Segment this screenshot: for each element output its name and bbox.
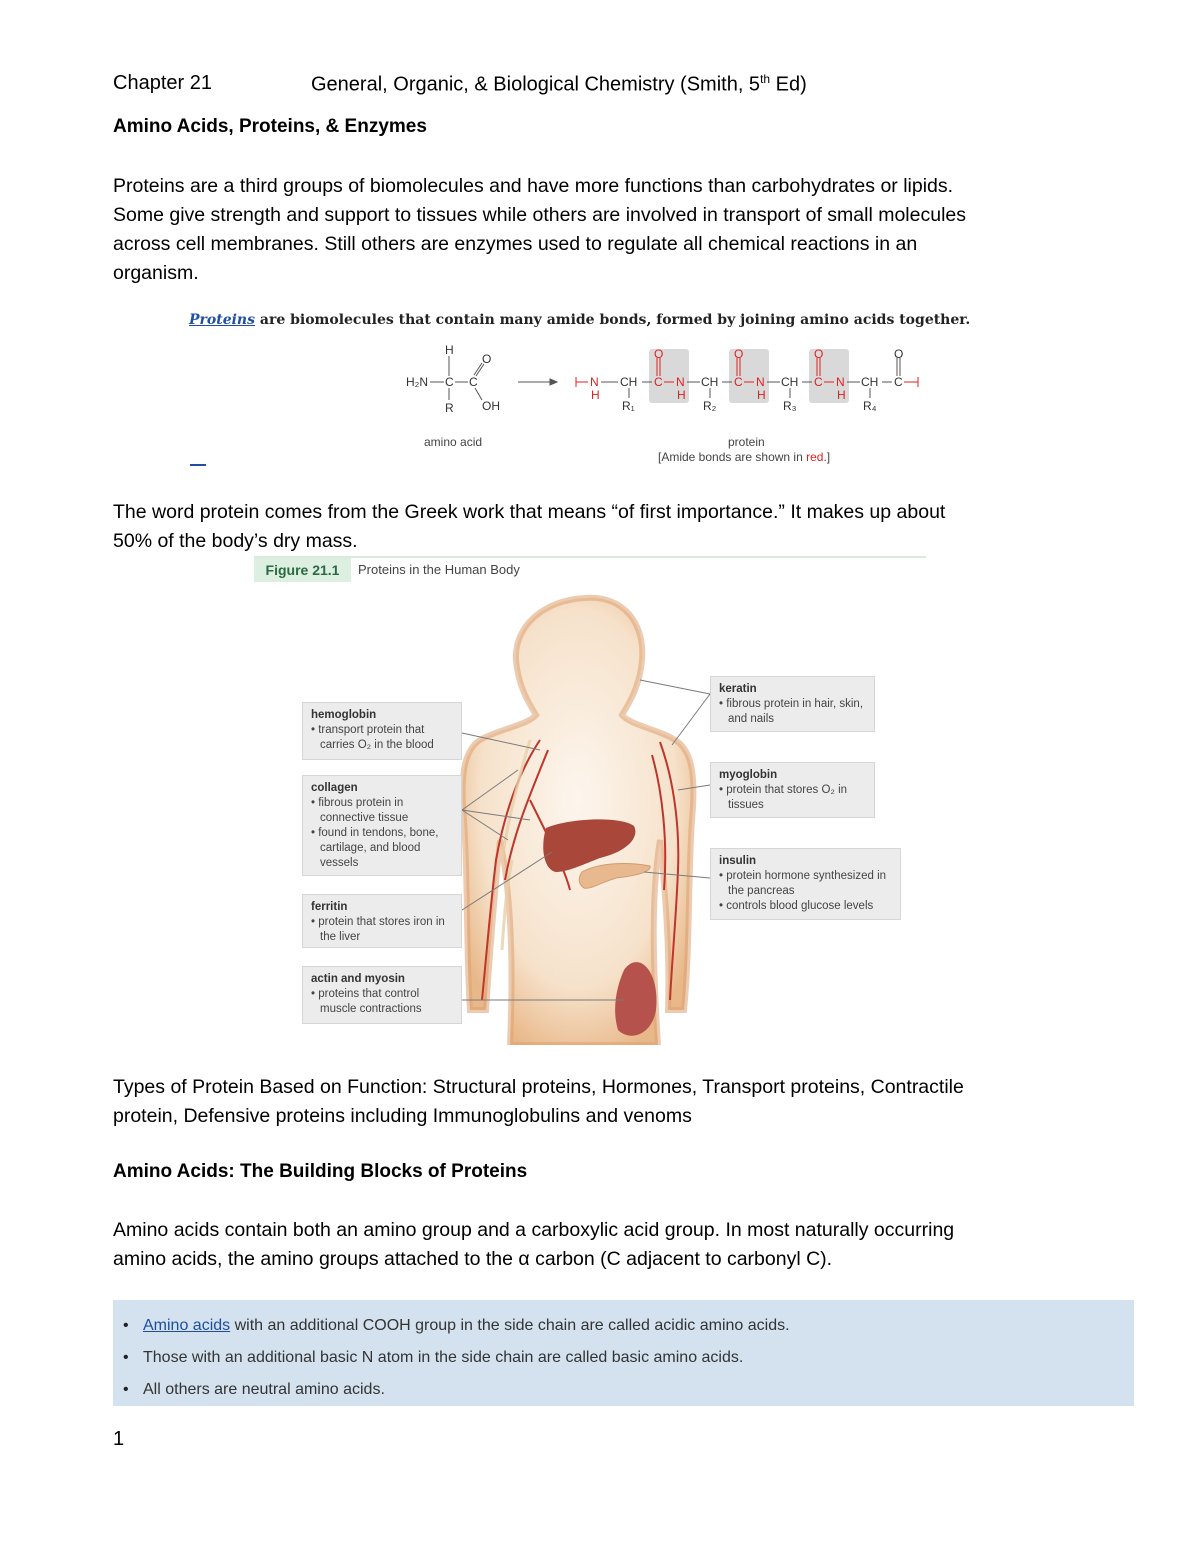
atom-label: R₂: [703, 399, 717, 413]
atom-label: N: [590, 375, 599, 389]
atom-label: O: [734, 347, 744, 361]
list-item: • Amino acids with an additional COOH group in the side chain are called acidic amino acids.: [143, 1310, 1134, 1342]
atom-label: CH: [861, 375, 879, 389]
section-heading-enzymes: Amino Acids, Proteins, & Enzymes: [113, 116, 427, 137]
book-title: General, Organic, & Biological Chemistry (Smith, 5th Ed): [311, 72, 807, 96]
figure-badge: Figure 21.1: [254, 558, 351, 582]
atom-label: CH: [781, 375, 799, 389]
label-myoglobin: myoglobin • protein that stores O₂ in tissues: [710, 762, 875, 818]
list-item: • Those with an additional basic N atom in the side chain are called basic amino acids.: [143, 1342, 1134, 1374]
atom-label: N: [756, 375, 765, 389]
atom-label: H₂N: [406, 375, 428, 389]
atom-label: C: [445, 375, 454, 389]
label-ferritin: ferritin • protein that stores iron in the liver: [302, 894, 462, 948]
atom-label: H: [677, 388, 686, 402]
atom-label: H: [757, 388, 766, 402]
atom-label: C: [894, 375, 903, 389]
atom-label: O: [482, 352, 492, 366]
amide-structure-svg: [400, 345, 940, 420]
atom-label: C: [734, 375, 743, 389]
caption-underline-mark: [190, 464, 206, 466]
amide-figure-caption: Proteins are biomolecules that contain many amide bonds, formed by joining amino acids together.: [189, 312, 971, 328]
atom-label: O: [654, 347, 664, 361]
atom-label: R₄: [863, 399, 877, 413]
atom-label: CH: [701, 375, 719, 389]
amino-acid-label: amino acid: [424, 435, 483, 449]
atom-label: H: [445, 343, 454, 357]
proteins-link[interactable]: Proteins: [189, 312, 255, 328]
amide-note: [Amide bonds are shown in red.]: [658, 450, 831, 464]
page-number: 1: [113, 1428, 125, 1450]
atom-label: R₃: [783, 399, 797, 413]
amino-acid-classification-box: [113, 1300, 1134, 1406]
section-heading-building-blocks: Amino Acids: The Building Blocks of Proteins: [113, 1161, 528, 1182]
label-insulin: insulin • protein hormone synthesized in the pancreas • controls blood glucose levels: [710, 848, 901, 920]
chapter-label: Chapter 21: [113, 72, 212, 94]
atom-label: R₁: [622, 399, 635, 413]
figure-title: Proteins in the Human Body: [358, 562, 520, 577]
atom-label: C: [654, 375, 663, 389]
label-keratin: keratin • fibrous protein in hair, skin, and nails: [710, 676, 875, 732]
atom-label: H: [837, 388, 846, 402]
protein-word-paragraph: The word protein comes from the Greek work that means “of first importance.” It makes up about 50% of the body’s dry mass.: [113, 501, 946, 552]
atom-label: O: [894, 347, 904, 361]
atom-label: N: [836, 375, 845, 389]
atom-label: C: [814, 375, 823, 389]
atom-label: O: [814, 347, 824, 361]
atom-label: H: [591, 388, 600, 402]
protein-types-paragraph: Types of Protein Based on Function: Structural proteins, Hormones, Transport proteins, Contractile protein, Defensive proteins including Immunoglobulins and venoms: [113, 1076, 964, 1127]
protein-label: protein: [728, 435, 765, 449]
atom-label: CH: [620, 375, 638, 389]
atom-label: OH: [482, 399, 500, 413]
amino-acids-link[interactable]: Amino acids: [143, 1317, 231, 1334]
label-actin-myosin: actin and myosin • proteins that control muscle contractions: [302, 966, 462, 1024]
amino-acid-paragraph: Amino acids contain both an amino group and a carboxylic acid group. In most naturally occurring amino acids, the amino groups attached to the α carbon (C adjacent to carbonyl C).: [113, 1219, 955, 1270]
label-collagen: collagen • fibrous protein in connective tissue • found in tendons, bone, cartilage, and blood vessels: [302, 775, 462, 876]
atom-label: N: [676, 375, 685, 389]
amide-reaction-diagram: [400, 345, 940, 420]
label-hemoglobin: hemoglobin • transport protein that carries O₂ in the blood: [302, 702, 462, 760]
atom-label: C: [469, 375, 478, 389]
atom-label: R: [445, 401, 454, 415]
classification-list: [113, 1300, 1134, 1406]
list-item: • All others are neutral amino acids.: [143, 1374, 1134, 1406]
figure-21-1-title-bar: [254, 556, 926, 582]
intro-paragraph: Proteins are a third groups of biomolecules and have more functions than carbohydrates or lipids. Some give strength and support to tissues while others are involved in transport of small molecules across cell membranes. Still others are enzymes used to regulate all chemical reactions in an organism.: [113, 175, 967, 284]
